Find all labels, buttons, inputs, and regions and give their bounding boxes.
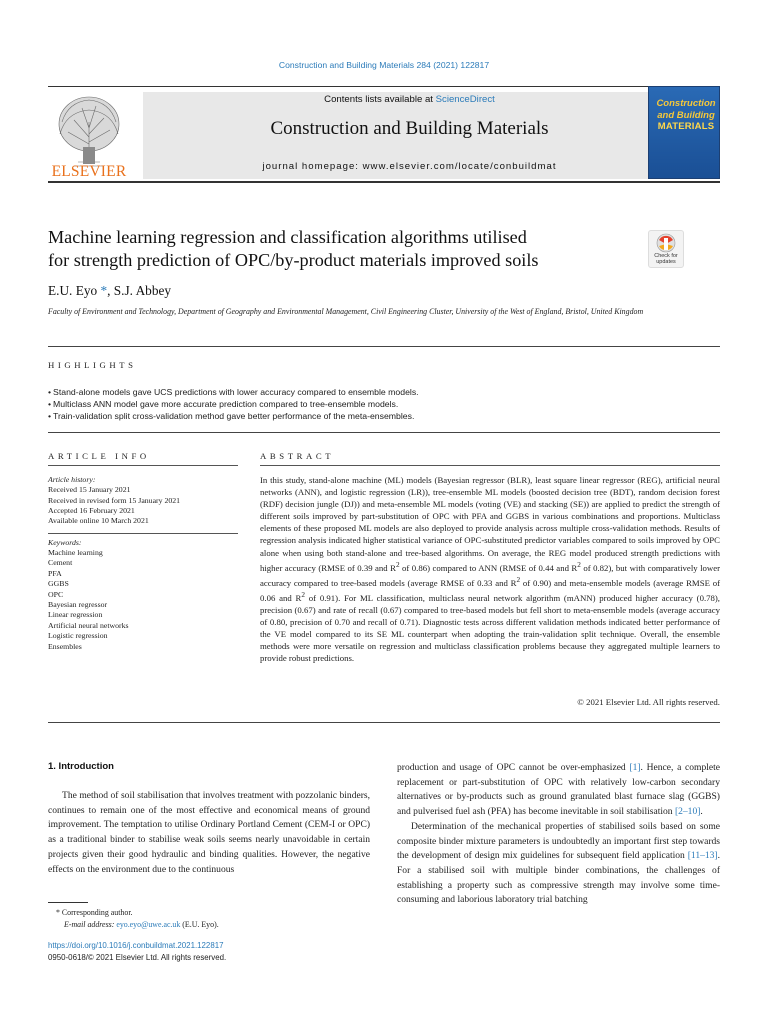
abstract-body: In this study, stand-alone machine (ML) models (Bayesian regressor (BLR), least square linear regressor (REG), artificial neural networks (ANN), and logistic regression (LR)), tree-ensemble ML models (boosted decision tree (BDT), random decision forest (RDF) decision jungle (DJ)) and meta-ensemble ML models (voting (VE) and stacking (SE)) are applied to predict the strength of different soils improved by part-substitution of OPC with PFA and GGBS in various combinations and proportions. Multiclass elements of these proposed ML models are also deployed to provide analysis across multiple cross-validation methods. Results of regression analysis indicated higher statistical variance of OPC-substituted predictor variables compared to soils improved by OPC alone when using both stand-alone and tree-based algorithms. On average, the REG model produced strength predictions with higher accuracy (RMSE of 0.39 and $R^2$ of 0.86) compared to ANN (RMSE of 0.44 and $R^2$ of 0.82), but with comparatively lower accuracy compared to tree-based models (average RMSE of 0.33 and $R^2$ of 0.90) and meta-ensemble models (average RMSE of 0.06 and $R^2$ of 0.91). For ML classification, multiclass neural network algorithm (mANN) produced higher accuracy (0.78), precision (0.67) and rate of recall (0.67) compared to tree-based models but fell short to meta-ensemble models (average accuracy of 0.80, precision of 0.70 and recall of 0.71). Diagnostic tests across different validation methods indicated better performance of the VE model compared to its SE ML counterpart when adopting the train-validation split technique. Overall, the ensemble methods were more versatile on regression and multiclass classification problems because they aggregated multiple learners to provide robust predictions. [260, 475, 720, 664]
elsevier-wordmark: ELSEVIER [51, 163, 127, 180]
crossmark-icon [649, 232, 683, 254]
highlight-item: • Train-validation split cross-validation method gave better performance of the meta-ensembles. [48, 410, 720, 422]
intro-paragraph: The method of soil stabilisation that involves treatment with pozzolanic binders, continues to remain one of the most effective and economical means of ground improvement. The temptation to utilise Ordinary Portland Cement (CEM-I or OPC) as a traditional binder to stabilise weak soils seems nearly unavoidable in certain projects given their good hydraulic and binding qualities. However, the negative effects on the environment due to the continuous [48, 790, 370, 875]
highlight-item: • Stand-alone models gave UCS predictions with lower accuracy compared to ensemble models. [48, 386, 720, 398]
header-bottom-rule [48, 181, 720, 183]
intro-paragraph: Determination of the mechanical properties of stabilised soils based on some composite binder mixture parameters is undoubtedly an important first step towards the development of design mix guidelines for subsequent field application [11–13]. For a stabilised soil with multiple binder combinations, the challenges of establishing a property such as compressive strength may involve some time-consuming and laborious laboratory trial batching [397, 820, 720, 906]
body-left-column [48, 761, 370, 877]
keyword-item: Ensembles [48, 641, 82, 651]
keyword-item: PFA [48, 568, 62, 578]
keyword-item: Bayesian regressor [48, 600, 108, 610]
email-note: E-mail address: eyo.eyo@uwe.ac.uk (E.U. Eyo). [64, 920, 219, 929]
journal-cover-image[interactable] [648, 86, 720, 179]
reference-link[interactable]: [1] [629, 762, 641, 773]
reference-link[interactable]: [11–13] [687, 850, 718, 862]
journal-homepage[interactable]: journal homepage: www.elsevier.com/locate/conbuildmat [262, 161, 557, 172]
reference-link[interactable]: [2–10] [674, 806, 701, 818]
info-divider [48, 533, 238, 534]
journal-header [48, 86, 720, 182]
doi-link[interactable]: https://doi.org/10.1016/j.conbuildmat.2021.122817 [48, 941, 224, 950]
history-item: Available online 10 March 2021 [48, 516, 149, 526]
keyword-item: Artificial neural networks [48, 620, 129, 630]
article-info-rule [48, 465, 238, 466]
journal-banner [143, 92, 676, 179]
history-item: Accepted 16 February 2021 [48, 506, 135, 516]
highlight-item: • Multiclass ANN model gave more accurate prediction compared to tree-ensemble models. [48, 398, 720, 410]
author-abbey[interactable]: , S.J. Abbey [107, 283, 172, 298]
corresponding-author-mark[interactable]: * [100, 283, 108, 298]
section-rule [48, 432, 720, 433]
crossmark-badge[interactable] [648, 230, 684, 268]
article-info-heading: ARTICLE INFO [48, 451, 150, 461]
contents-line: Contents lists available at ScienceDirect [324, 94, 495, 105]
highlights-list [48, 386, 720, 423]
keyword-item: Cement [48, 558, 73, 568]
history-item: Received 15 January 2021 [48, 485, 131, 495]
section-rule [48, 722, 720, 723]
footnote-rule [48, 902, 88, 903]
intro-paragraph: production and usage of OPC cannot be over-emphasized [1]. Hence, a complete replacement or part-substitution of OPC with relatively low-carbon secondary alternatives or by-products such as ground granulated blast furnace slag (GGBS) and pulverised fuel ash (PFA) has become inevitable in soil stabilisation [2–10]. [397, 762, 720, 818]
keyword-item: Logistic regression [48, 631, 108, 641]
abstract-rule [260, 465, 720, 466]
keyword-item: GGBS [48, 579, 69, 589]
issn-copyright: 0950-0618/© 2021 Elsevier Ltd. All rights reserved. [48, 953, 227, 962]
section-rule [48, 346, 720, 347]
intro-heading: 1. Introduction [48, 761, 114, 772]
history-label: Article history: [48, 475, 96, 484]
author-list [48, 283, 171, 299]
journal-title: Construction and Building Materials [270, 118, 549, 139]
corresponding-author-note: * Corresponding author. [56, 908, 133, 917]
abstract-heading: ABSTRACT [260, 451, 335, 461]
article-info [48, 475, 238, 652]
keywords-label: Keywords: [48, 537, 82, 547]
history-item: Received in revised form 15 January 2021 [48, 495, 181, 505]
cover-title: Construction and Building MATERIALS [656, 98, 716, 132]
keyword-item: Linear regression [48, 610, 103, 620]
affiliation: Faculty of Environment and Technology, Department of Geography and Environmental Management, Civil Engineering Cluster, University of the West of England, Bristol, United Kingdom [48, 307, 644, 316]
highlights-heading: HIGHLIGHTS [48, 360, 137, 370]
email-link[interactable]: eyo.eyo@uwe.ac.uk [116, 920, 181, 929]
sciencedirect-link[interactable]: ScienceDirect [435, 94, 495, 105]
article-title: Machine learning regression and classification algorithms utilised for strength prediction of OPC/by-product materials improved soils [48, 227, 539, 270]
abstract-copyright: © 2021 Elsevier Ltd. All rights reserved. [577, 697, 720, 707]
keyword-item: Machine learning [48, 548, 103, 558]
journal-citation[interactable]: Construction and Building Materials 284 (2021) 122817 [278, 60, 490, 70]
keyword-item: OPC [48, 589, 64, 599]
author-eyo[interactable]: E.U. Eyo [48, 283, 98, 298]
header-top-rule [48, 86, 720, 87]
body-right-column [397, 761, 720, 908]
crossmark-label: Check for updates [654, 253, 678, 265]
